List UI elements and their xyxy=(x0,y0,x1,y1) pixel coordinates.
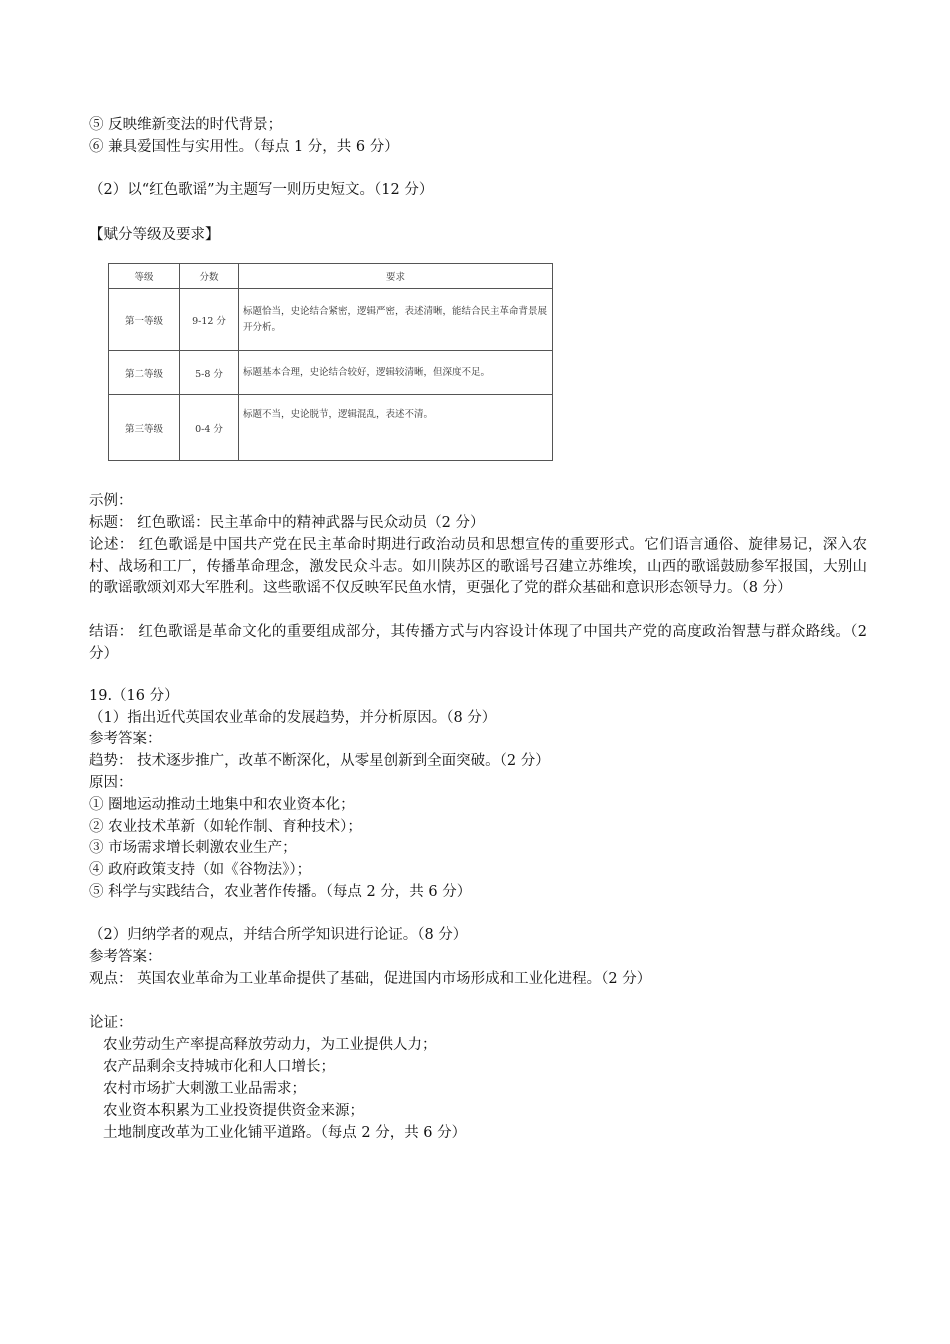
viewpoint-text: 观点： 英国农业革命为工业革命提供了基础，促进国内市场形成和工业化进程。（2 分） xyxy=(89,971,652,987)
row-score: 0-4 分 xyxy=(180,395,239,461)
grading-table xyxy=(108,263,553,461)
table-row xyxy=(109,395,553,461)
list-item: ⑤ 科学与实践结合，农业著作传播。（每点 2 分，共 6 分） xyxy=(89,884,472,900)
header-level: 等级 xyxy=(109,264,180,289)
answer-label-1: 参考答案： xyxy=(89,731,162,747)
row-requirement: 标题基本合理，史论结合较好，逻辑较清晰，但深度不足。 xyxy=(239,351,553,395)
trend-text: 趋势： 技术逐步推广，改革不断深化，从零星创新到全面突破。（2 分） xyxy=(89,753,550,769)
list-item: 农业劳动生产率提高释放劳动力，为工业提供人力； xyxy=(103,1037,437,1053)
list-item: 农业资本积累为工业投资提供资金来源； xyxy=(103,1103,364,1119)
proof-label: 论证： xyxy=(89,1015,133,1031)
question-19-sub1: （1）指出近代英国农业革命的发展趋势，并分析原因。（8 分） xyxy=(89,710,497,726)
row-score: 5-8 分 xyxy=(180,351,239,395)
example-label: 示例： xyxy=(89,493,133,509)
grading-heading: 【赋分等级及要求】 xyxy=(89,227,220,243)
list-item: ④ 政府政策支持（如《谷物法》）； xyxy=(89,862,312,878)
answer-item-6: ⑥ 兼具爱国性与实用性。（每点 1 分，共 6 分） xyxy=(89,139,399,155)
list-item: ① 圈地运动推动土地集中和农业资本化； xyxy=(89,797,355,813)
grading-table-header xyxy=(109,264,553,289)
row-level: 第二等级 xyxy=(109,351,180,395)
answer-item-5: ⑤ 反映维新变法的时代背景； xyxy=(89,117,283,133)
list-item: ② 农业技术革新（如轮作制、育种技术）； xyxy=(89,819,362,835)
row-requirement: 标题恰当，史论结合紧密，逻辑严密，表述清晰，能结合民主革命背景展开分析。 xyxy=(239,289,553,351)
header-score: 分数 xyxy=(180,264,239,289)
list-item: 土地制度改革为工业化铺平道路。（每点 2 分，共 6 分） xyxy=(103,1125,467,1141)
header-requirement: 要求 xyxy=(239,264,553,289)
answer-label-2: 参考答案： xyxy=(89,949,162,965)
list-item: 农产品剩余支持城市化和人口增长； xyxy=(103,1059,335,1075)
example-title: 标题： 红色歌谣：民主革命中的精神武器与民众动员（2 分） xyxy=(89,515,485,531)
table-row xyxy=(109,351,553,395)
question-2-title: （2）以“红色歌谣”为主题写一则历史短文。（12 分） xyxy=(89,182,434,198)
reasons-label: 原因： xyxy=(89,775,133,791)
example-argument: 论述： 红色歌谣是中国共产党在民主革命时期进行政治动员和思想宣传的重要形式。它们语言通俗、旋律易记，深入农村、战场和工厂，传播革命理念，激发民众斗志。如川陕苏区的歌谣号召建立苏维埃，山西的歌谣鼓励参军报国，大别山的歌谣歌颂刘邓大军胜利。这些歌谣不仅反映军民鱼水情，更强化了党的群众基础和意识形态领导力。（8 分） xyxy=(89,537,867,597)
table-row xyxy=(109,289,553,351)
row-level: 第一等级 xyxy=(109,289,180,351)
list-item: 农村市场扩大刺激工业品需求； xyxy=(103,1081,306,1097)
question-19-sub2: （2）归纳学者的观点，并结合所学知识进行论证。（8 分） xyxy=(89,927,468,943)
row-level: 第三等级 xyxy=(109,395,180,461)
question-19-title: 19.（16 分） xyxy=(89,688,179,704)
list-item: ③ 市场需求增长刺激农业生产； xyxy=(89,840,297,856)
example-conclusion: 结语： 红色歌谣是革命文化的重要组成部分，其传播方式与内容设计体现了中国共产党的高度政治智慧与群众路线。（2 分） xyxy=(89,624,867,662)
row-score: 9-12 分 xyxy=(180,289,239,351)
row-requirement: 标题不当，史论脱节，逻辑混乱，表述不清。 xyxy=(239,395,553,461)
